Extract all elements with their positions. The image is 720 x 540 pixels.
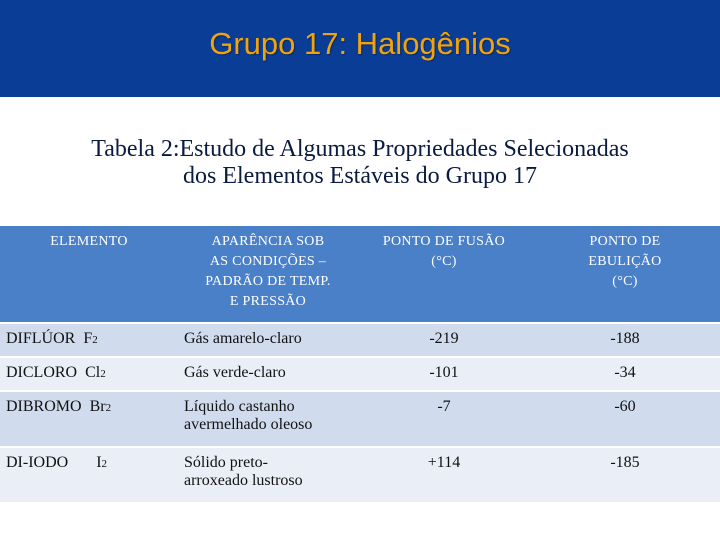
- element-cell: [0, 391, 178, 447]
- element-symbol: [83, 330, 97, 347]
- element-name: DIBROMO: [6, 398, 82, 415]
- appearance-line: Gás verde-claro: [184, 364, 286, 381]
- appearance-line: arroxeado lustroso: [184, 472, 303, 489]
- symbol-subscript: 2: [105, 402, 112, 414]
- properties-table: [0, 226, 720, 504]
- element-symbol: [90, 398, 112, 415]
- table-caption: [10, 136, 710, 190]
- header-boiling-line: (°C): [612, 274, 638, 289]
- header-bar: [0, 0, 720, 97]
- table-row: [0, 323, 720, 357]
- melting-point-cell: -101: [358, 357, 530, 391]
- element-symbol: [96, 454, 107, 471]
- header-boiling-point: [530, 226, 720, 323]
- boiling-point-cell: -34: [530, 357, 720, 391]
- appearance-line: avermelhado oleoso: [184, 416, 313, 433]
- table-header-row: [0, 226, 720, 323]
- element-name: DICLORO: [6, 364, 78, 381]
- caption-line-2: dos Elementos Estáveis do Grupo 17: [183, 163, 537, 189]
- symbol-letters: F: [83, 330, 93, 347]
- header-appearance-line: APARÊNCIA SOB: [211, 234, 325, 249]
- header-melting-line: PONTO DE FUSÃO: [382, 234, 506, 249]
- boiling-point-cell: -60: [530, 391, 720, 447]
- header-element-label: ELEMENTO: [50, 234, 128, 249]
- caption-line-1: Tabela 2:Estudo de Algumas Propriedades Selecionadas: [91, 136, 629, 162]
- element-cell: [0, 323, 178, 357]
- symbol-subscript: 2: [92, 334, 98, 346]
- header-appearance-line: E PRESSÃO: [229, 294, 307, 309]
- appearance-line: Sólido preto-: [184, 454, 268, 471]
- element-name: DI-IODO: [6, 454, 69, 471]
- page-title: Grupo 17: Halogênios: [209, 26, 511, 61]
- appearance-cell: [178, 447, 358, 503]
- header-appearance: [178, 226, 358, 323]
- appearance-cell: [178, 357, 358, 391]
- table-row: [0, 357, 720, 391]
- table-row: [0, 447, 720, 503]
- symbol-subscript: 2: [100, 368, 106, 380]
- symbol-letters: Br: [89, 398, 106, 415]
- element-cell: [0, 447, 178, 503]
- element-symbol: [85, 364, 106, 381]
- symbol-letters: Cl: [85, 364, 101, 381]
- header-appearance-line: AS CONDIÇÕES –: [209, 254, 327, 269]
- header-appearance-line: PADRÃO DE TEMP.: [205, 274, 331, 289]
- element-name: DIFLÚOR: [6, 330, 76, 347]
- symbol-subscript: 2: [101, 458, 108, 470]
- appearance-line: Líquido castanho: [184, 398, 295, 415]
- appearance-cell: [178, 391, 358, 447]
- melting-point-cell: -219: [358, 323, 530, 357]
- boiling-point-cell: -188: [530, 323, 720, 357]
- header-element: [0, 226, 178, 323]
- header-boiling-line: PONTO DE: [589, 234, 661, 249]
- melting-point-cell: -7: [358, 391, 530, 447]
- header-melting-point: [358, 226, 530, 323]
- symbol-letters: I: [96, 454, 102, 471]
- appearance-line: Gás amarelo-claro: [184, 330, 302, 347]
- header-melting-line: (°C): [431, 254, 457, 269]
- melting-point-cell: +114: [358, 447, 530, 503]
- element-cell: [0, 357, 178, 391]
- boiling-point-cell: -185: [530, 447, 720, 503]
- appearance-cell: [178, 323, 358, 357]
- table-row: [0, 391, 720, 447]
- header-boiling-line: EBULIÇÃO: [588, 254, 662, 269]
